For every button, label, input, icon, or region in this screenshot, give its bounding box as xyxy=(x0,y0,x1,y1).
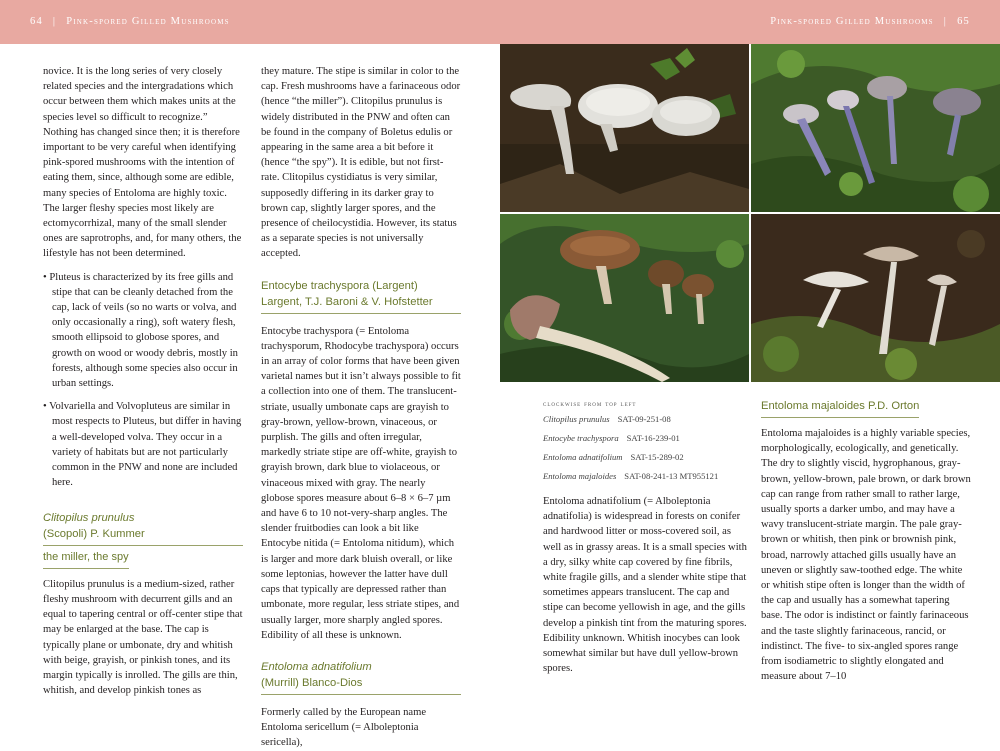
majaloides-photo-image xyxy=(751,214,1000,382)
photo-grid xyxy=(500,44,1000,382)
left-column-2 xyxy=(261,64,461,751)
volvariella-bullet: • Volvariella and Volvopluteus are similar in most respects to Pluteus, but differ in having a well-developed volva. They occur in a variety of habitats but are not particularly common in the PNW and none are included here. xyxy=(43,401,242,489)
majaloides-name: Entoloma majaloides P.D. Orton xyxy=(761,398,919,418)
right-column-2 xyxy=(761,398,971,684)
right-running-title: Pink-spored Gilled Mushrooms xyxy=(770,16,934,27)
intro-paragraph: novice. It is the long series of very closely related species and the intergradations which occur between them which makes units at the species level so difficult to recognize.” Nothing has changed since then; it is therefore important to be very careful when identifying pink-spored mushrooms with the intention of eating them, since, although some are edible, many species of Entoloma are highly toxic. The larger fleshy species most likely are ectomycorrhizal, many of the small slender ones are saprotrophs, and, for many others, the lifestyle has not been determined. xyxy=(43,66,242,260)
caption-2-code: SAT-16-239-01 xyxy=(626,433,680,443)
caption-3-code: SAT-15-289-02 xyxy=(630,452,684,462)
majaloides-heading xyxy=(761,398,971,418)
entocybe-name: Entocybe trachyspora (Largent) xyxy=(261,279,418,292)
photo-captions xyxy=(543,398,743,486)
adnatifolium-description: Entoloma adnatifolium (= Alboleptonia adnatifolia) is widespread in forests on conifer and hardwood litter or moss-covered soil, as well as in grassy areas. It is a small species with a dry, silky white cap covered by fine fibrils, white fragile gills, and a slender white stipe that sometimes appears translucent. The cap and stipe can become yellowish in age, and the gills develop a pinkish tint from the maturing spores. Edibility unknown. Whitish inocybes can look somewhat similar but have dull yellow-brown spores. xyxy=(543,496,747,675)
caption-1-code: SAT-09-251-08 xyxy=(617,414,671,424)
adnatifolium-name: Entoloma adnatifolium xyxy=(261,660,372,673)
clitopilus-description: Clitopilus prunulus is a medium-sized, rather fleshy mushroom with decurrent gills and an equal to tapering central or off-center stipe that may be enlarged at the base. The cap is typically plane or umbonate, dry and whitish with beige, grayish, or pinkish tones, and its margin typically is inrolled. The gills are thin, whitish, and develop pinkish tones as xyxy=(43,578,243,697)
adnatifolium-photo-image xyxy=(500,214,749,382)
caption-4-species: Entoloma majaloides xyxy=(543,471,617,481)
clitopilus-author: (Scopoli) P. Kummer xyxy=(43,526,243,546)
caption-3-species: Entoloma adnatifolium xyxy=(543,452,623,462)
right-page xyxy=(500,0,1000,718)
caption-4 xyxy=(543,467,743,486)
clitopilus-name: Clitopilus prunulus xyxy=(43,512,135,525)
caption-1-species: Clitopilus prunulus xyxy=(543,414,610,424)
right-running-head: Pink-spored Gilled Mushrooms | 65 xyxy=(770,16,970,27)
caption-1 xyxy=(543,410,743,429)
adnatifolium-intro: Formerly called by the European name Entoloma sericellum (= Alboleptonia sericella), xyxy=(261,706,427,749)
left-page-header xyxy=(0,0,500,44)
caption-3 xyxy=(543,448,743,467)
left-page-number: 64 xyxy=(30,16,43,27)
captions-title: clockwise from top left xyxy=(543,399,637,408)
caption-2-species: Entocybe trachyspora xyxy=(543,433,619,443)
clitopilus-heading xyxy=(43,510,243,546)
photo-clitopilus-prunulus xyxy=(500,44,749,212)
entocybe-photo-image xyxy=(751,44,1000,212)
right-page-number: 65 xyxy=(957,16,970,27)
clitopilus-description-cont: they mature. The stipe is similar in color to the cap. Fresh mushrooms have a farinaceous odor (hence “the miller”). Clitopilus prunulus is widely distributed in the PNW and often can be found in the company of Boletus edulis or appearing in the same area a bit before it (hence “the spy”). It is edible, but not first-rate. Clitopilus cystidiatus is very similar, supposedly differing in its darker gray to brown cap, slightly larger spores, and the presence of cheilocystidia. However, its status as a separate species is not universally accepted. xyxy=(261,66,461,260)
adnatifolium-heading xyxy=(261,659,461,695)
pluteus-bullet: • Pluteus is characterized by its free gills and stipe that can be cleanly detached from the cap, lack of veils (so no warts or volva, and only occasionally a ring), soft watery flesh, smooth ellipsoid to globose spores, and growth on wood or woody debris, mostly in forests, although some species also occur in urban settings. xyxy=(43,271,238,390)
adnatifolium-author: (Murrill) Blanco-Dios xyxy=(261,675,461,695)
entocybe-heading xyxy=(261,278,461,314)
photo-entoloma-majaloides xyxy=(751,214,1000,382)
left-running-title: Pink-spored Gilled Mushrooms xyxy=(66,16,230,27)
entocybe-description: Entocybe trachyspora (= Entoloma trachysporum, Rhodocybe trachyspora) occurs in an array of color forms that have been given varietal names but it isn’t always possible to fit a collection into one of them. The translucent-striate, usually umbonate caps are grayish to gray-brown, yellow-brown, vinaceous, or purplish. The gills and often irregular, markedly striate stipe are off-white, grayish to grayish brown, dark blue to violaceous, or vinaceous mixed with gray. The nearly globose spores measure about 6–8 × 6–7 µm and have 6 to 10 not-very-sharp angles. The slender fruitbodies can look a bit like Entocybe nitida (= Entoloma nitidum), which is larger and more dark bluish overall, or like some leptonias, however the latter have dull caps that typically are depressed rather than umbonate, more regular, less striate stipes, and usually larger, more sharply angled spores. Edibility of all these is unknown. xyxy=(261,325,461,641)
left-column-1 xyxy=(43,64,243,698)
right-column-1 xyxy=(543,494,748,676)
clitopilus-common-name: the miller, the spy xyxy=(43,550,129,568)
photo-entocybe-trachyspora xyxy=(751,44,1000,212)
right-page-header xyxy=(500,0,1000,44)
caption-4-code: SAT-08-241-13 MT955121 xyxy=(624,471,719,481)
photo-entoloma-adnatifolium xyxy=(500,214,749,382)
left-page xyxy=(0,0,500,749)
left-running-head: 64 | Pink-spored Gilled Mushrooms xyxy=(30,16,230,27)
caption-2 xyxy=(543,429,743,448)
majaloides-description: Entoloma majaloides is a highly variable species, morphologically, ecologically, and genetically. The dry to slightly viscid, hygrophanous, gray-brown, yellow-brown, pale brown, or dark brown cap can range from rather small to rather large, usually sports a darker umbo, and may have a wavy translucent-striate margin. The pale gray-brown or whitish, then pink or brownish pink, broad, narrowly attached gills usually have an uneven or slightly saw-toothed edge. The white or whitish stipe often is longer than the width of the cap and usually has a somewhat tapering base. The odor is indistinct or faintly farinaceous and the taste slightly farinaceous, rancid, or indistinct. The five- to six-angled spores range from isodiametric to slightly elongated and measure about 7–10 xyxy=(761,428,971,683)
clitopilus-photo-image xyxy=(500,44,749,212)
entocybe-author: Largent, T.J. Baroni & V. Hofstetter xyxy=(261,294,461,314)
